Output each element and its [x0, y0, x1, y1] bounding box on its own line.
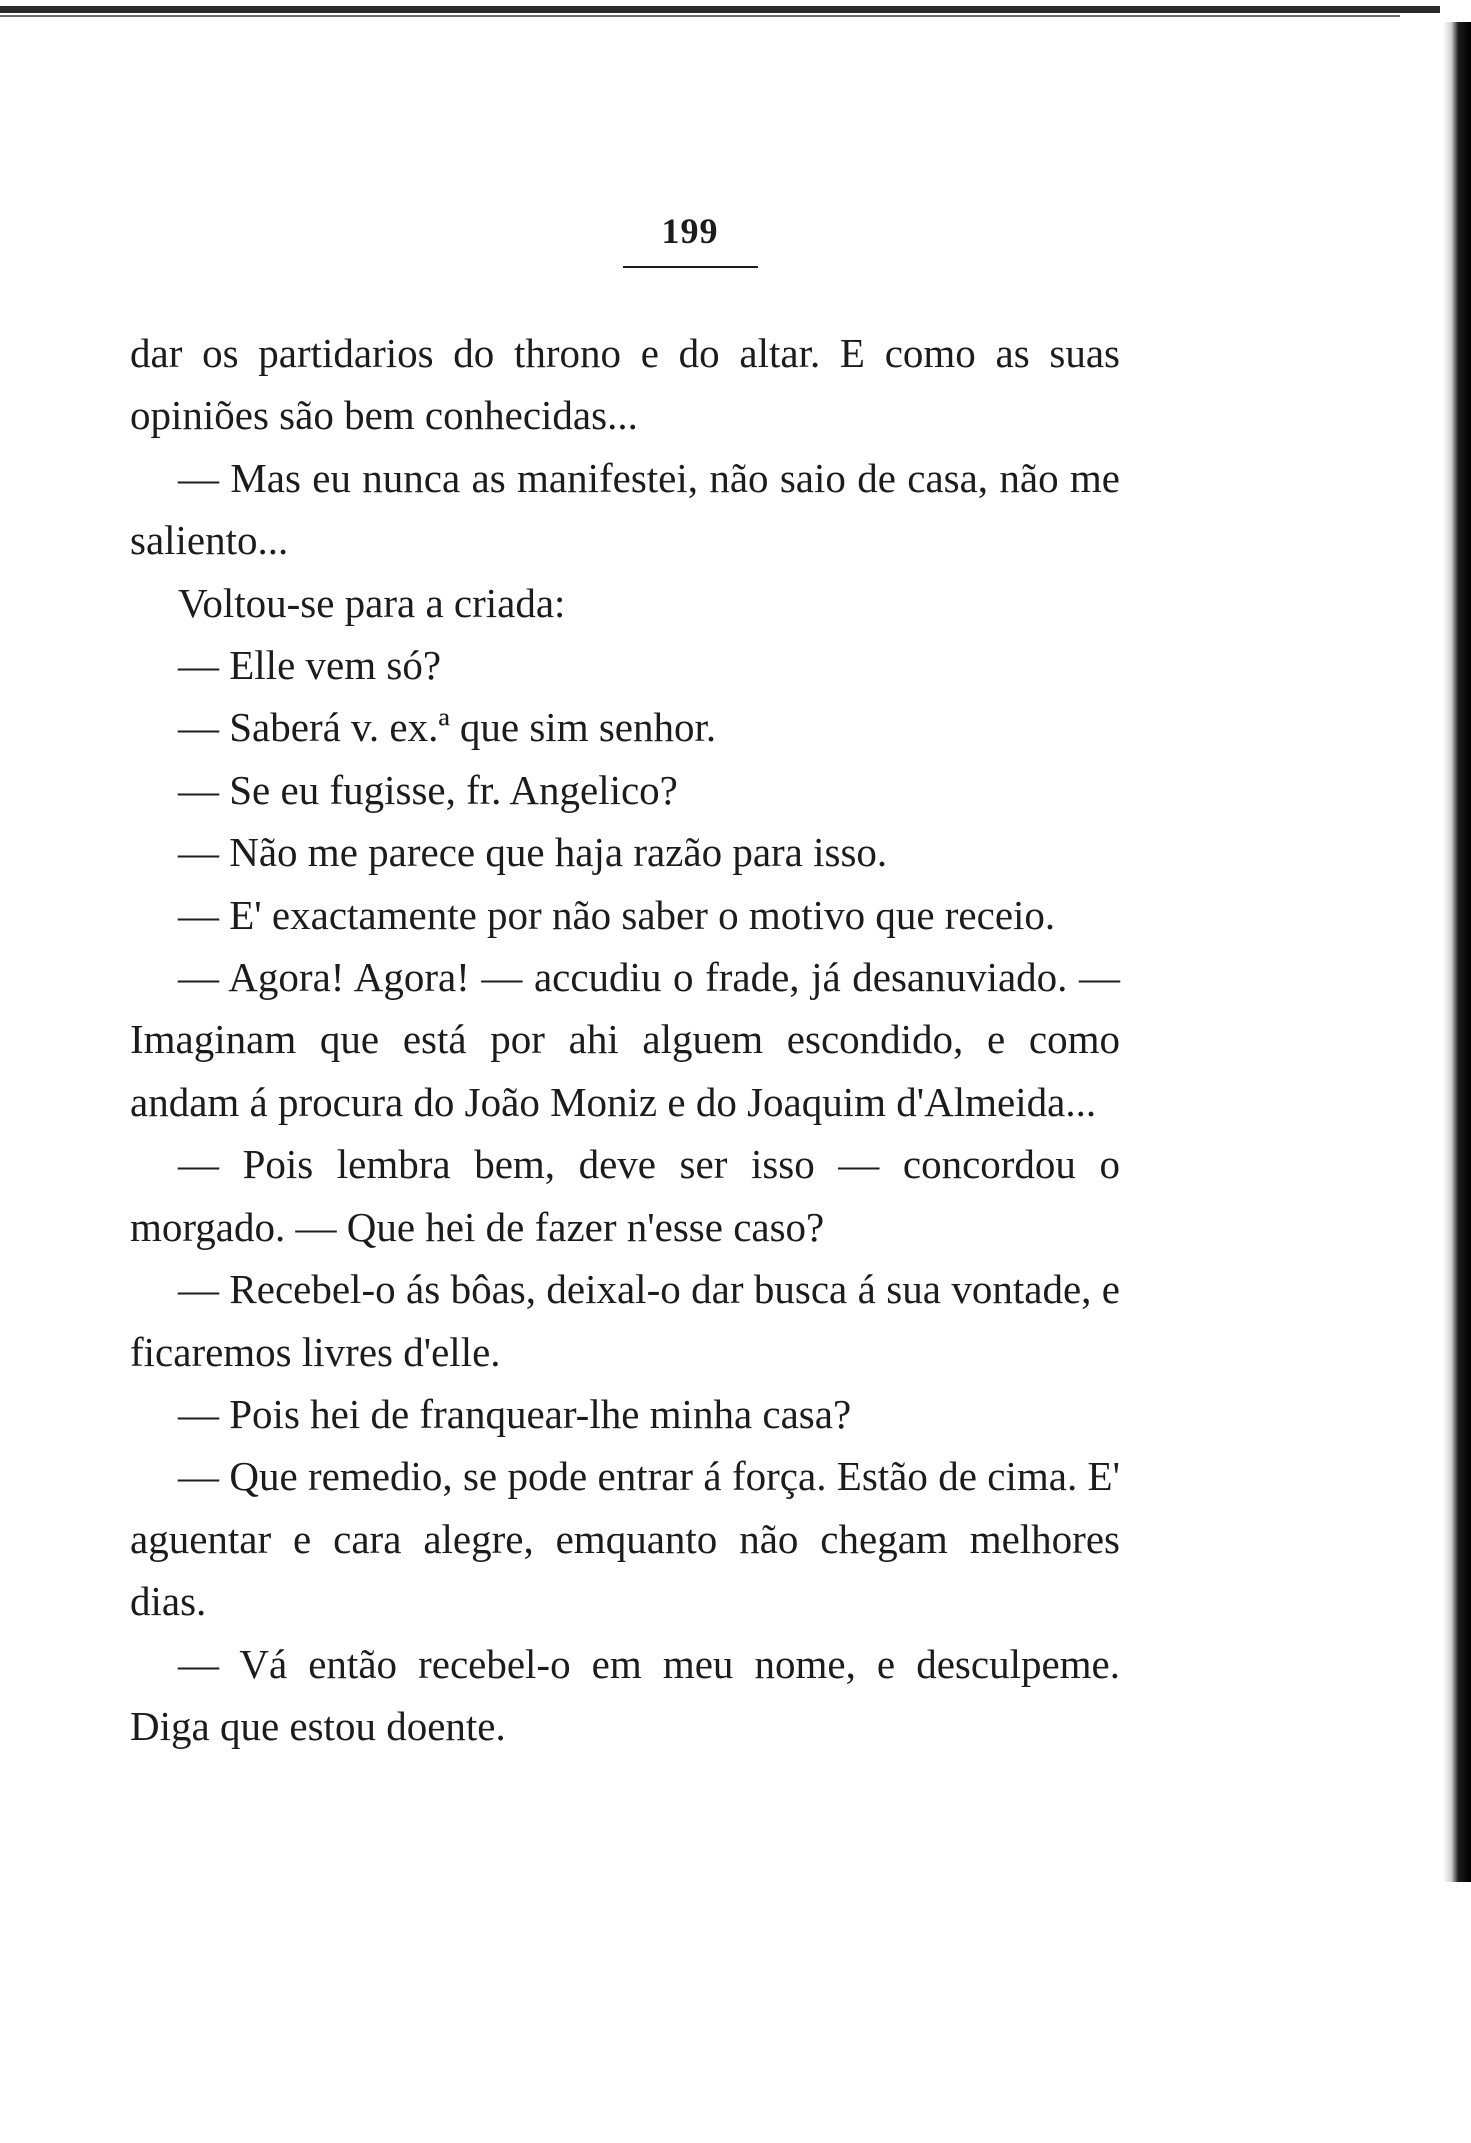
paragraph-12: — Pois hei de franquear-lhe minha casa? — [178, 1390, 852, 1437]
paragraph-9: — Agora! Agora! — accudiu o frade, já desanuviado. — Imaginam que está por ahi alguem escondido, e como andam á procura do João Moniz e do Joaquim d'Almeida... — [130, 954, 1120, 1125]
paragraph-5: — Saberá v. ex.ª que sim senhor. — [178, 704, 717, 751]
paragraph-10: — Pois lembra bem, deve ser isso — concordou o morgado. — Que hei de fazer n'esse caso? — [130, 1141, 1120, 1250]
paragraph-11: — Recebel-o ás bôas, deixal-o dar busca á sua vontade, e ficaremos livres d'elle. — [130, 1266, 1120, 1375]
top-scan-rule-thin — [0, 15, 1400, 17]
paragraph-6: — Se eu fugisse, fr. Angelico? — [178, 766, 678, 813]
page-header — [0, 210, 1380, 268]
paragraph-2: — Mas eu nunca as manifestei, não saio de casa, não me saliento... — [130, 454, 1120, 564]
paragraph-13: — Que remedio, se pode entrar á força. Estão de cima. E' aguentar e cara alegre, emquanto não chegam melhores dias. — [130, 1453, 1120, 1625]
paragraph-8: — E' exactamente por não saber o motivo que receio. — [178, 891, 1056, 938]
paragraph-4: — Elle vem só? — [178, 642, 442, 689]
paragraph-1: dar os partidarios do throno e do altar. E como as suas opiniões são bem conhecidas... — [130, 330, 1120, 439]
page-number: 199 — [623, 210, 758, 268]
paragraph-3: Voltou-se para a criada: — [178, 579, 566, 626]
top-scan-rule — [0, 6, 1440, 13]
paragraph-7: — Não me parece que haja razão para isso. — [178, 829, 888, 876]
page-edge-shadow — [1443, 22, 1471, 1882]
paragraph-14: — Vá então recebel-o em meu nome, e desculpeme. Diga que estou doente. — [130, 1640, 1120, 1749]
body-text — [130, 322, 1120, 1757]
